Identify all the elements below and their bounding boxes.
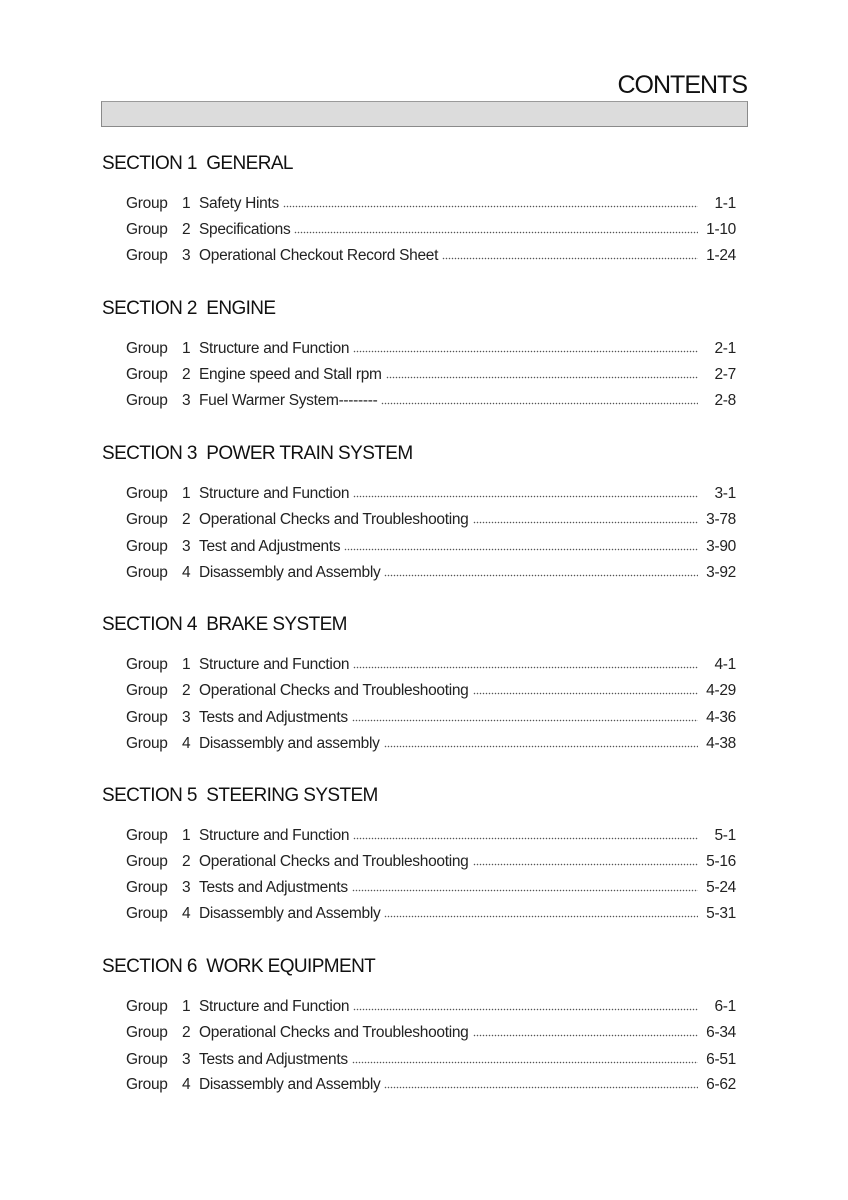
page-number: 2-7	[714, 366, 736, 383]
toc-entry[interactable]	[0, 998, 848, 1018]
toc-entry[interactable]	[0, 1024, 848, 1044]
section-heading: SECTION 4 BRAKE SYSTEM	[102, 614, 347, 635]
group-number: 3	[182, 709, 191, 726]
group-label: Group	[126, 340, 168, 357]
group-title: Structure and Function	[199, 998, 350, 1015]
group-title-leader	[199, 682, 698, 700]
group-title-leader	[199, 656, 698, 674]
group-title: Test and Adjustments	[199, 538, 341, 555]
toc-entry[interactable]	[0, 392, 848, 412]
page-number: 1-24	[706, 247, 736, 264]
toc-entry[interactable]	[0, 340, 848, 360]
page-number: 5-31	[706, 905, 736, 922]
page-number: 5-16	[706, 853, 736, 870]
dot-leader	[384, 1086, 698, 1089]
group-title: Engine speed and Stall rpm	[199, 366, 382, 383]
group-label: Group	[126, 1024, 168, 1041]
dot-leader	[473, 1034, 698, 1037]
toc-entry[interactable]	[0, 827, 848, 847]
group-label: Group	[126, 905, 168, 922]
group-title-leader	[199, 879, 698, 897]
group-number: 3	[182, 247, 191, 264]
dot-leader	[353, 350, 698, 353]
toc-entry[interactable]	[0, 735, 848, 755]
dot-leader	[384, 574, 698, 577]
group-title-leader	[199, 998, 698, 1016]
group-title: Disassembly and Assembly	[199, 564, 381, 581]
group-label: Group	[126, 221, 168, 238]
group-number: 2	[182, 221, 191, 238]
group-title-leader	[199, 853, 698, 871]
group-title-leader	[199, 827, 698, 845]
dot-leader	[353, 837, 698, 840]
group-title: Operational Checks and Troubleshooting	[199, 853, 469, 870]
dot-leader	[381, 402, 698, 405]
group-title-leader	[199, 392, 698, 410]
group-label: Group	[126, 247, 168, 264]
group-number: 1	[182, 656, 191, 673]
group-title: Structure and Function	[199, 340, 350, 357]
group-number: 4	[182, 905, 191, 922]
group-title: Fuel Warmer System--------	[199, 392, 378, 409]
group-number: 4	[182, 1076, 191, 1093]
toc-entry[interactable]	[0, 905, 848, 925]
dot-leader	[473, 863, 698, 866]
group-label: Group	[126, 564, 168, 581]
group-label: Group	[126, 485, 168, 502]
page-number: 1-1	[714, 195, 736, 212]
group-title: Operational Checkout Record Sheet	[199, 247, 439, 264]
group-label: Group	[126, 853, 168, 870]
group-title: Structure and Function	[199, 656, 350, 673]
group-title-leader	[199, 195, 698, 213]
toc-entry[interactable]	[0, 195, 848, 215]
dot-leader	[344, 548, 698, 551]
toc-entry[interactable]	[0, 247, 848, 267]
group-title: Safety Hints	[199, 195, 279, 212]
group-title: Tests and Adjustments	[199, 709, 348, 726]
group-label: Group	[126, 998, 168, 1015]
group-number: 4	[182, 564, 191, 581]
page-number: 2-1	[714, 340, 736, 357]
dot-leader	[442, 257, 698, 260]
group-title: Disassembly and Assembly	[199, 1076, 381, 1093]
page-number: 3-90	[706, 538, 736, 555]
group-label: Group	[126, 709, 168, 726]
group-title: Structure and Function	[199, 485, 350, 502]
group-title-leader	[199, 247, 698, 265]
page-number: 5-24	[706, 879, 736, 896]
group-title: Specifications	[199, 221, 291, 238]
group-title-leader	[199, 366, 698, 384]
page-number: 3-78	[706, 511, 736, 528]
dot-leader	[384, 745, 698, 748]
group-title: Operational Checks and Troubleshooting	[199, 1024, 469, 1041]
toc-entry[interactable]	[0, 221, 848, 241]
group-title: Operational Checks and Troubleshooting	[199, 682, 469, 699]
group-title-leader	[199, 905, 698, 923]
group-label: Group	[126, 392, 168, 409]
dot-leader	[473, 521, 698, 524]
dot-leader	[353, 495, 698, 498]
group-title: Tests and Adjustments	[199, 879, 348, 896]
dot-leader	[473, 692, 698, 695]
group-number: 3	[182, 392, 191, 409]
group-label: Group	[126, 366, 168, 383]
toc-entry[interactable]	[0, 879, 848, 899]
page-number: 4-1	[714, 656, 736, 673]
group-label: Group	[126, 656, 168, 673]
toc-entry[interactable]	[0, 853, 848, 873]
group-title-leader	[199, 1076, 698, 1094]
group-number: 2	[182, 1024, 191, 1041]
group-number: 2	[182, 511, 191, 528]
group-title-leader	[199, 485, 698, 503]
group-title: Operational Checks and Troubleshooting	[199, 511, 469, 528]
group-title-leader	[199, 1024, 698, 1042]
group-number: 1	[182, 485, 191, 502]
group-title: Disassembly and Assembly	[199, 905, 381, 922]
group-number: 2	[182, 853, 191, 870]
page-title: CONTENTS	[617, 71, 747, 99]
group-label: Group	[126, 1076, 168, 1093]
group-label: Group	[126, 682, 168, 699]
page-number: 6-1	[714, 998, 736, 1015]
title-bar	[101, 101, 748, 127]
group-label: Group	[126, 827, 168, 844]
toc-entry[interactable]	[0, 485, 848, 505]
group-label: Group	[126, 195, 168, 212]
group-label: Group	[126, 879, 168, 896]
dot-leader	[352, 1061, 698, 1064]
group-title-leader	[199, 538, 698, 556]
group-title-leader	[199, 1051, 698, 1069]
group-title-leader	[199, 340, 698, 358]
group-number: 4	[182, 735, 191, 752]
group-title: Tests and Adjustments	[199, 1051, 348, 1068]
toc-entry[interactable]	[0, 538, 848, 558]
toc-entry[interactable]	[0, 709, 848, 729]
group-number: 2	[182, 366, 191, 383]
dot-leader	[294, 231, 698, 234]
group-number: 1	[182, 827, 191, 844]
group-number: 1	[182, 340, 191, 357]
section-heading: SECTION 5 STEERING SYSTEM	[102, 785, 378, 806]
page-number: 6-51	[706, 1051, 736, 1068]
toc-entry[interactable]	[0, 1076, 848, 1096]
dot-leader	[353, 666, 698, 669]
page-number: 3-1	[714, 485, 736, 502]
section-heading: SECTION 1 GENERAL	[102, 153, 293, 174]
page-number: 2-8	[714, 392, 736, 409]
group-title: Disassembly and assembly	[199, 735, 380, 752]
toc-entry[interactable]	[0, 656, 848, 676]
dot-leader	[384, 915, 698, 918]
group-number: 3	[182, 879, 191, 896]
group-label: Group	[126, 511, 168, 528]
group-title-leader	[199, 221, 698, 239]
group-title: Structure and Function	[199, 827, 350, 844]
dot-leader	[386, 376, 698, 379]
group-title-leader	[199, 735, 698, 753]
group-title-leader	[199, 709, 698, 727]
dot-leader	[353, 1008, 698, 1011]
group-number: 3	[182, 1051, 191, 1068]
toc-entry[interactable]	[0, 564, 848, 584]
page-number: 5-1	[714, 827, 736, 844]
section-heading: SECTION 3 POWER TRAIN SYSTEM	[102, 443, 413, 464]
section-heading: SECTION 6 WORK EQUIPMENT	[102, 956, 376, 977]
page-number: 6-62	[706, 1076, 736, 1093]
page-number: 1-10	[706, 221, 736, 238]
group-title-leader	[199, 564, 698, 582]
group-number: 2	[182, 682, 191, 699]
group-number: 1	[182, 998, 191, 1015]
section-heading: SECTION 2 ENGINE	[102, 298, 276, 319]
group-number: 3	[182, 538, 191, 555]
page-number: 4-29	[706, 682, 736, 699]
group-number: 1	[182, 195, 191, 212]
page-number: 3-92	[706, 564, 736, 581]
dot-leader	[283, 205, 698, 208]
page-number: 4-36	[706, 709, 736, 726]
page-number: 6-34	[706, 1024, 736, 1041]
toc-entry[interactable]	[0, 511, 848, 531]
dot-leader	[352, 719, 698, 722]
toc-entry[interactable]	[0, 1051, 848, 1071]
toc-entry[interactable]	[0, 366, 848, 386]
group-label: Group	[126, 538, 168, 555]
dot-leader	[352, 889, 698, 892]
group-title-leader	[199, 511, 698, 529]
toc-entry[interactable]	[0, 682, 848, 702]
page-number: 4-38	[706, 735, 736, 752]
group-label: Group	[126, 735, 168, 752]
group-label: Group	[126, 1051, 168, 1068]
